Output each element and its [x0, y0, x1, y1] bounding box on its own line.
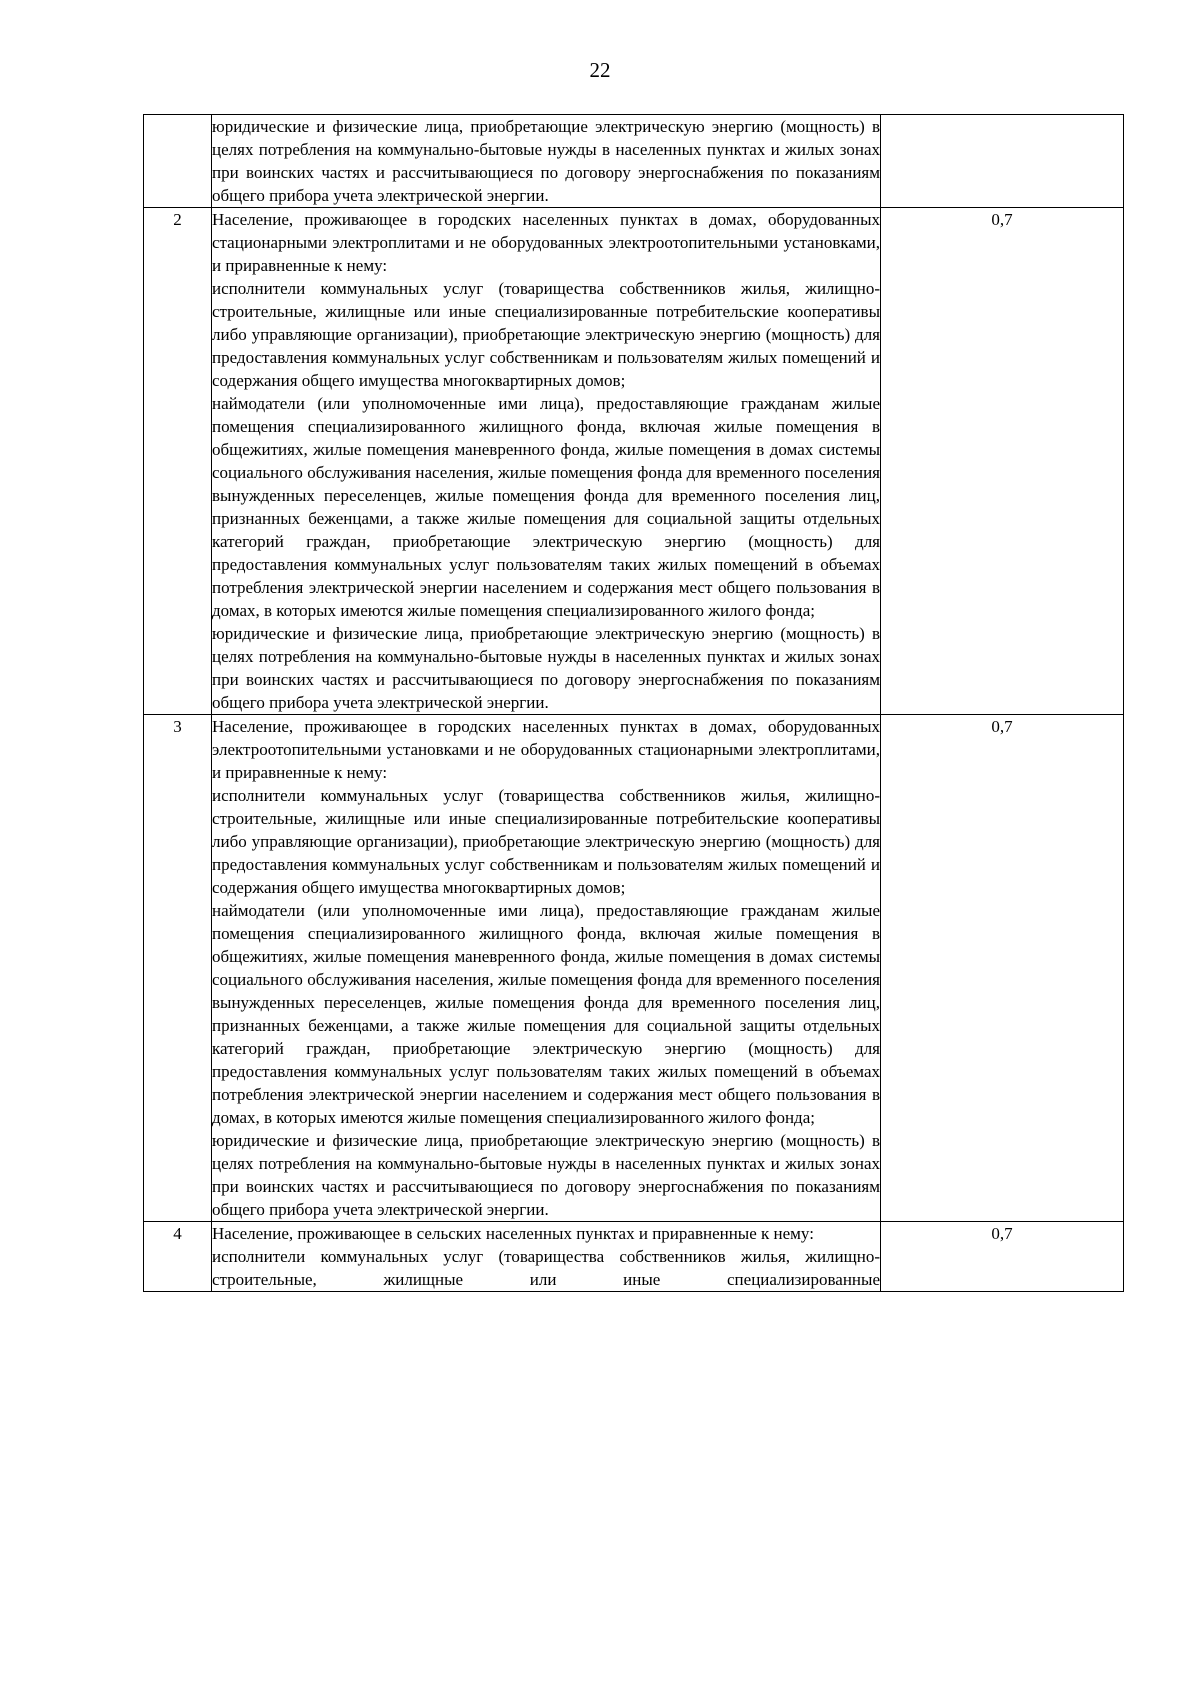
category-paragraph: исполнители коммунальных услуг (товарищества собственников жилья, жилищно-строительные, жилищные или иные специализированные потребительские кооперативы либо управляющие организации), приобретающие электрическую энергию (мощность) для предоставления коммунальных услуг собственникам и пользователям жилых помещений и содержания общего имущества многоквартирных домов; [212, 279, 880, 390]
row-number-cell: 4 [144, 1222, 212, 1292]
consumer-category-cell [212, 1222, 881, 1292]
category-paragraph: Население, проживающее в городских населенных пунктах в домах, оборудованных электроотопительными установками и не оборудованных стационарными электроплитами, и приравненные к нему: [212, 717, 880, 782]
coefficient-value-cell [881, 115, 1124, 208]
category-paragraph: Население, проживающее в сельских населенных пунктах и приравненные к нему: [212, 1224, 814, 1243]
category-paragraph: наймодатели (или уполномоченные ими лица), предоставляющие гражданам жилые помещения специализированного жилищного фонда, включая жилые помещения в общежитиях, жилые помещения маневренного фонда, жилые помещения в домах системы социального обслуживания населения, жилые помещения фонда для временного поселения вынужденных переселенцев, жилые помещения фонда для временного поселения лиц, признанных беженцами, а также жилые помещения для социальной защиты отдельных категорий граждан, приобретающие электрическую энергию (мощность) для предоставления коммунальных услуг пользователям таких жилых помещений в объемах потребления электрической энергии населением и содержания мест общего пользования в домах, в которых имеются жилые помещения специализированного жилого фонда; [212, 394, 880, 620]
category-paragraph: юридические и физические лица, приобретающие электрическую энергию (мощность) в целях потребления на коммунально-бытовые нужды в населенных пунктах и жилых зонах при воинских частях и рассчитывающиеся по договору энергоснабжения по показаниям общего прибора учета электрической энергии. [212, 1131, 880, 1219]
category-paragraph: юридические и физические лица, приобретающие электрическую энергию (мощность) в целях потребления на коммунально-бытовые нужды в населенных пунктах и жилых зонах при воинских частях и рассчитывающиеся по договору энергоснабжения по показаниям общего прибора учета электрической энергии. [212, 624, 880, 712]
row-number-cell: 2 [144, 208, 212, 715]
row-number-cell [144, 115, 212, 208]
coefficient-value-cell: 0,7 [881, 208, 1124, 715]
category-paragraph: наймодатели (или уполномоченные ими лица), предоставляющие гражданам жилые помещения специализированного жилищного фонда, включая жилые помещения в общежитиях, жилые помещения маневренного фонда, жилые помещения в домах системы социального обслуживания населения, жилые помещения фонда для временного поселения вынужденных переселенцев, жилые помещения фонда для временного поселения лиц, признанных беженцами, а также жилые помещения для социальной защиты отдельных категорий граждан, приобретающие электрическую энергию (мощность) для предоставления коммунальных услуг пользователям таких жилых помещений в объемах потребления электрической энергии населением и содержания мест общего пользования в домах, в которых имеются жилые помещения специализированного жилого фонда; [212, 901, 880, 1127]
consumer-category-cell [212, 208, 881, 715]
tariff-coefficient-table [143, 114, 1124, 1292]
category-paragraph: исполнители коммунальных услуг (товарищества собственников жилья, жилищно-строительные, жилищные или иные специализированные [212, 1247, 880, 1289]
table-row [144, 208, 1124, 715]
consumer-category-cell [212, 715, 881, 1222]
row-number-cell: 3 [144, 715, 212, 1222]
category-paragraph: Население, проживающее в городских населенных пунктах в домах, оборудованных стационарными электроплитами и не оборудованных электроотопительными установками, и приравненные к нему: [212, 210, 880, 275]
coefficient-value-cell: 0,7 [881, 1222, 1124, 1292]
consumer-category-cell [212, 115, 881, 208]
table-row [144, 1222, 1124, 1292]
category-paragraph: исполнители коммунальных услуг (товарищества собственников жилья, жилищно-строительные, жилищные или иные специализированные потребительские кооперативы либо управляющие организации), приобретающие электрическую энергию (мощность) для предоставления коммунальных услуг собственникам и пользователям жилых помещений и содержания общего имущества многоквартирных домов; [212, 786, 880, 897]
coefficient-value-cell: 0,7 [881, 715, 1124, 1222]
page-number: 22 [589, 58, 611, 82]
table-row [144, 715, 1124, 1222]
category-paragraph: юридические и физические лица, приобретающие электрическую энергию (мощность) в целях потребления на коммунально-бытовые нужды в населенных пунктах и жилых зонах при воинских частях и рассчитывающиеся по договору энергоснабжения по показаниям общего прибора учета электрической энергии. [212, 117, 880, 205]
table-row [144, 115, 1124, 208]
